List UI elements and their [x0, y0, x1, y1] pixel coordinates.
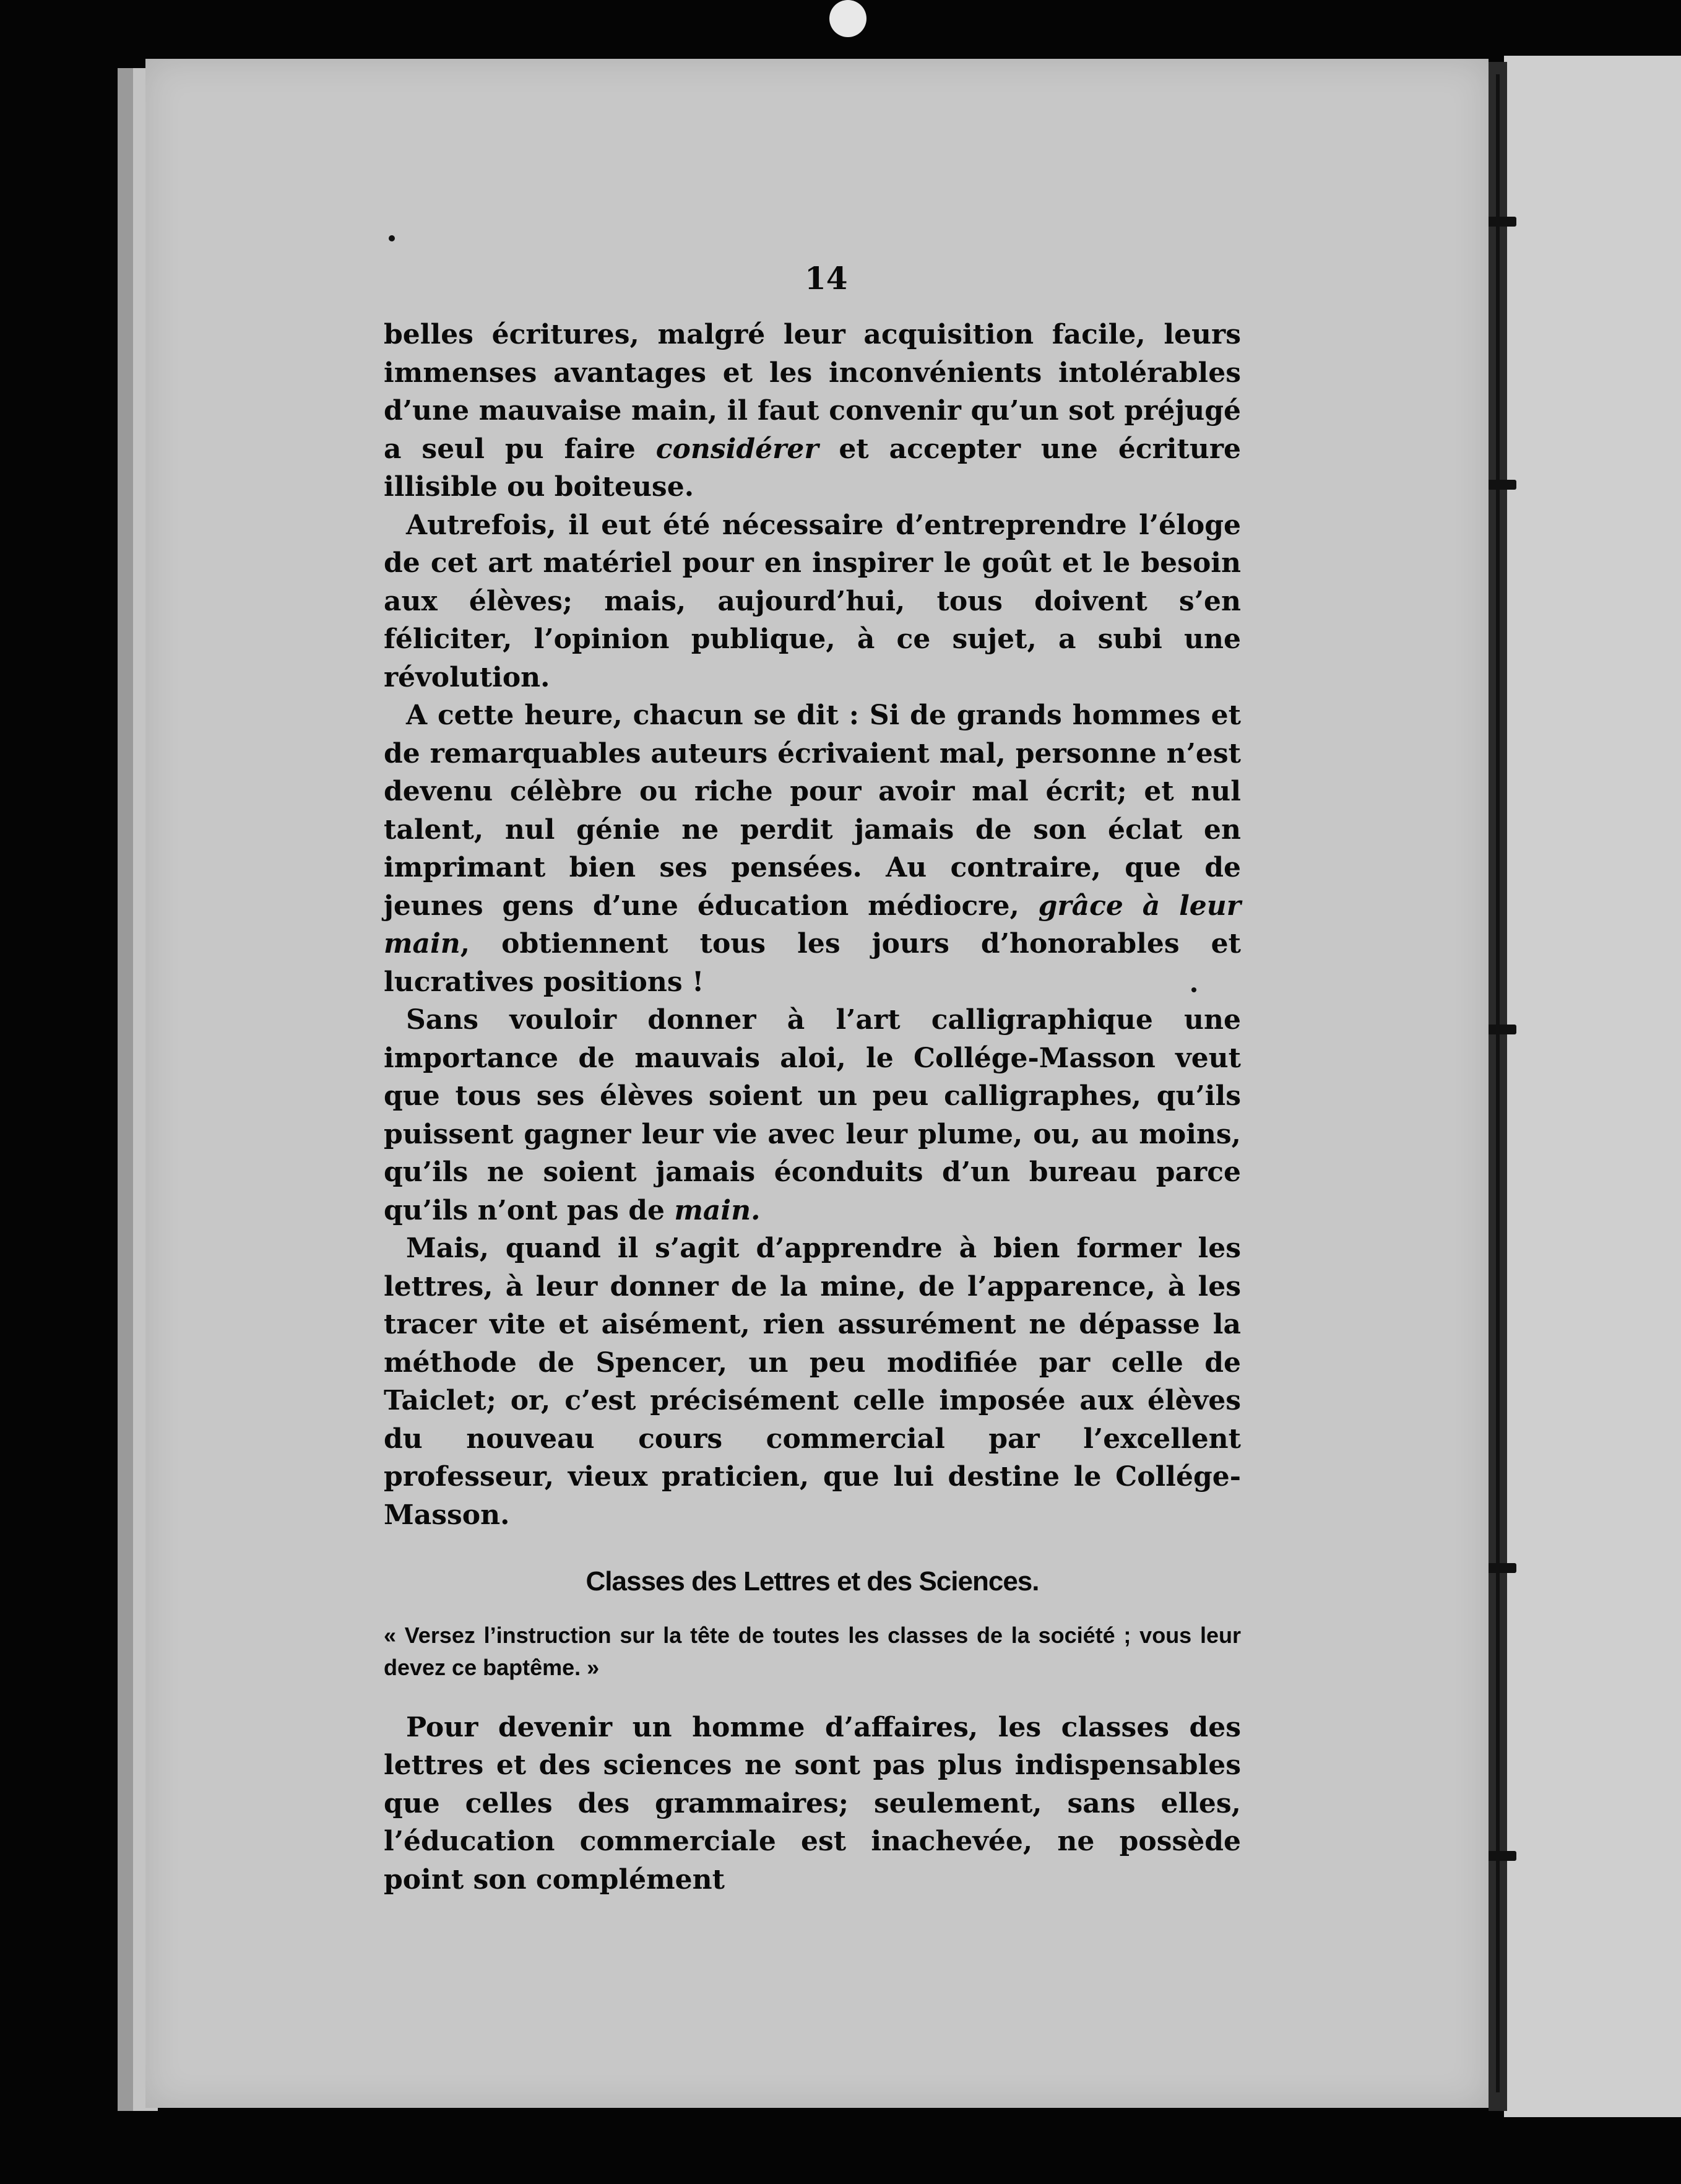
paragraph-text: Mais, quand il s’agit d’apprendre à bien former les lettres, à leur donner de la mine, de l’apparence, à les tracer vite et aisément, rien assurément ne dépasse la méthode de Spencer, un peu modifiée par celle de Taiclet; or, c’est précisément celle imposée aux élèves du nouveau cours commercial par l’excellent professeur, vieux praticien, que lui destine le Collége-Masson.	[384, 1233, 1241, 1531]
next-leaf-strip	[1504, 56, 1681, 2117]
scan-speck	[389, 235, 395, 241]
page-body	[384, 316, 1241, 1899]
paragraph-text: A cette heure, chacun se dit : Si de grands hommes et de remarquables auteurs écrivaient mal, personne n’est devenu célèbre ou riche pour avoir mal écrit; et nul talent, nul génie ne perdit jamais de son éclat en imprimant bien ses pensées. Au contraire, que de jeunes gens d’une éducation médiocre,	[384, 700, 1241, 922]
paragraph-text: Sans vouloir donner à l’art calligraphique une importance de mauvais aloi, le Collége-Masson veut que tous ses élèves soient un peu calligraphes, qu’ils puissent gagner leur vie avec leur plume, ou, au moins, qu’ils ne soient jamais éconduits d’un bureau parce qu’ils n’ont pas de	[384, 1004, 1241, 1226]
body-paragraph	[384, 506, 1241, 697]
paragraph-text: , obtiennent tous les jours d’honorables et lucratives positions !	[384, 928, 1241, 998]
scan-artifact	[829, 0, 866, 37]
body-paragraph	[384, 696, 1241, 1001]
section-heading: Classes des Lettres et des Sciences.	[586, 1566, 1039, 1597]
body-paragraph	[384, 1001, 1241, 1229]
final-paragraph: Pour devenir un homme d’affaires, les classes des lettres et des sciences ne sont pas plus indispensables que celles des grammaires; seulement, sans elles, l’éducation commerciale est inachevée, ne possède point son complément	[384, 1711, 1241, 1896]
body-paragraph	[384, 1229, 1241, 1534]
paragraph-text: Autrefois, il eut été nécessaire d’entreprendre l’éloge de cet art matériel pour en inspirer le goût et le besoin aux élèves; mais, aujourd’hui, tous doivent s’en féliciter, l’opinion publique, à ce sujet, a subi une révolution.	[384, 509, 1241, 693]
paragraph-text: belles écritures, malgré leur acquisition facile, leurs immenses avantages et les inconvénients intolérables d’une mauvaise main, il faut convenir qu’un sot préjugé a seul pu faire	[384, 319, 1241, 465]
italic-text: considérer	[655, 433, 819, 465]
italic-text: main.	[674, 1194, 761, 1226]
paragraph-group	[384, 316, 1241, 1534]
page-number: 14	[805, 260, 848, 297]
binding-thread	[1496, 74, 1500, 2092]
paragraph-text: et accepter une écriture illisible ou boiteuse.	[384, 433, 1242, 503]
italic-text: grâce à leur main	[384, 890, 1241, 960]
body-paragraph	[384, 316, 1241, 506]
epigraph-quote: « Versez l’instruction sur la tête de toutes les classes de la société ; vous leur devez ce baptême. »	[384, 1622, 1241, 1680]
